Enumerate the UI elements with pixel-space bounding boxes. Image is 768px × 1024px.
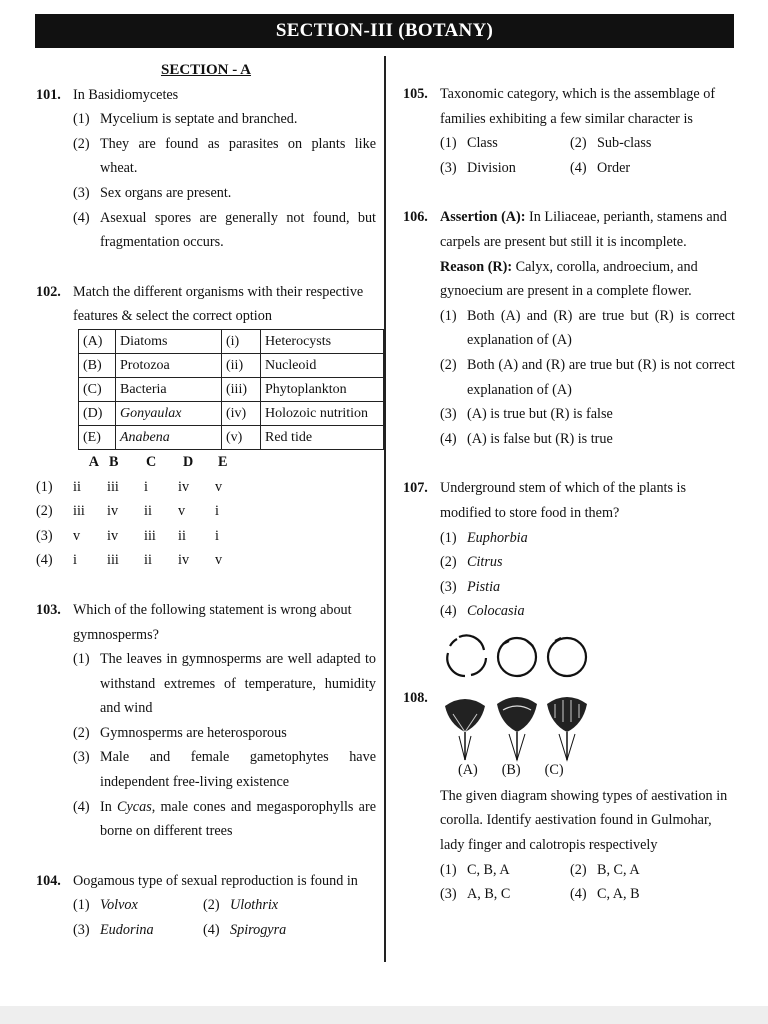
option-text: Colocasia (467, 603, 525, 620)
option-number: (3) (73, 922, 90, 939)
option (203, 893, 333, 918)
table-row (79, 377, 384, 401)
option-number: (4) (203, 922, 220, 939)
answer-value: iii (107, 552, 119, 569)
aestivation-circle-b (498, 638, 536, 676)
question-number: 105. (403, 86, 428, 102)
option-number: (4) (570, 886, 587, 903)
aestivation-petal-a (445, 699, 485, 760)
answer-value: iii (107, 478, 119, 495)
answer-column-label: C (146, 453, 157, 470)
option-text: Order (597, 159, 631, 176)
answer-value: i (215, 527, 219, 544)
option (36, 181, 376, 206)
question-text: The given diagram showing types of aestivation in corolla. Identify aestivation found in Gulmohar, lady finger and calotropis respectively (440, 787, 728, 854)
table-cell: (v) (222, 425, 261, 449)
option (36, 795, 376, 844)
answer-value: i (215, 503, 219, 520)
table-cell: Diatoms (116, 329, 222, 353)
left-column (36, 58, 376, 943)
option-number: (3) (440, 886, 457, 903)
answer-value: i (144, 478, 148, 495)
option-number: (2) (570, 861, 587, 878)
answer-column-label: D (183, 453, 194, 470)
option (403, 526, 735, 551)
table-row (79, 401, 384, 425)
question-number: 103. (36, 601, 61, 618)
option-text-part: In (100, 798, 118, 815)
table-cell: (D) (79, 401, 116, 425)
answer-value: v (215, 552, 223, 569)
option-number: (4) (73, 798, 90, 815)
option-number: (1) (73, 897, 90, 914)
option-text: C, B, A (467, 861, 510, 878)
option-text: Sub-class (597, 135, 652, 152)
option-number: (1) (440, 529, 457, 546)
answer-value: i (73, 552, 77, 569)
question-text: Underground stem of which of the plants is modified to store food in them? (440, 480, 687, 521)
section-header: SECTION-III (BOTANY) (35, 14, 734, 48)
reason (440, 255, 735, 304)
table-cell: Red tide (261, 425, 384, 449)
option-text: Volvox (100, 897, 138, 914)
option-text: Eudorina (100, 922, 154, 939)
table-cell: Gonyaulax (116, 401, 222, 425)
question-104 (36, 869, 376, 943)
table-cell: (E) (79, 425, 116, 449)
assertion-text: In Liliaceae, perianth, stamens and carpels are present but still it is incomplete. (440, 209, 727, 250)
option-number: (2) (73, 724, 90, 741)
option-number: (2) (570, 135, 587, 152)
table-cell: Bacteria (116, 377, 222, 401)
table-cell: (ii) (222, 353, 261, 377)
option-number: (3) (440, 406, 457, 423)
option-text: Mycelium is septate and branched. (100, 111, 298, 128)
answer-value: iii (73, 503, 85, 520)
option-text: The leaves in gymnosperms are well adapted to withstand extremes of temperature, humidity and wind (100, 651, 376, 717)
diagram-label-b: (B) (501, 761, 521, 778)
option-text: Citrus (467, 554, 503, 571)
question-102 (36, 280, 376, 573)
option-text: A, B, C (467, 886, 511, 903)
option (403, 575, 735, 600)
question-text (440, 205, 735, 254)
option-text: B, C, A (597, 861, 640, 878)
question-108 (403, 624, 735, 907)
table-cell: Protozoa (116, 353, 222, 377)
option (440, 156, 570, 181)
option-text: Pistia (467, 578, 501, 595)
diagram-label-c: (C) (544, 761, 564, 778)
option-text (100, 795, 376, 844)
option (570, 156, 700, 181)
option (403, 599, 735, 624)
option-number: (4) (73, 209, 90, 226)
option-text: Class (467, 135, 498, 152)
question-number: 102. (36, 283, 61, 300)
aestivation-petal-b (497, 697, 537, 760)
answer-column-label: E (218, 453, 228, 470)
table-row (79, 329, 384, 353)
option (403, 304, 735, 353)
option-number: (4) (570, 159, 587, 176)
option (440, 858, 570, 883)
answer-header (36, 450, 376, 475)
question-number: 104. (36, 872, 61, 889)
answer-column-label: B (109, 453, 119, 470)
option-number: (2) (440, 554, 457, 571)
answer-value: iv (107, 503, 119, 520)
option (570, 882, 700, 907)
option-number: (3) (73, 184, 90, 201)
answer-value: iv (178, 552, 190, 569)
option-number: (1) (36, 478, 53, 495)
answer-value: v (215, 478, 223, 495)
option (36, 107, 376, 132)
option-text: Male and female gametophytes have independent free-living existence (100, 749, 376, 791)
option-text: Sex organs are present. (100, 184, 232, 201)
question-number: 108. (403, 689, 428, 706)
option-text: Ulothrix (230, 897, 279, 914)
option (36, 721, 376, 746)
question-number: 101. (36, 86, 61, 103)
option-number: (4) (440, 430, 457, 447)
answer-option (36, 524, 376, 549)
option-text: (A) is true but (R) is false (467, 406, 613, 423)
question-number: 107. (403, 480, 428, 497)
reason-text: Calyx, corolla, androecium, and gynoecium are present in a complete flower. (440, 258, 698, 300)
question-text: Which of the following statement is wrong about gymnosperms? (73, 601, 352, 643)
option (73, 918, 203, 943)
answer-value: v (178, 503, 186, 520)
question-107 (403, 476, 735, 624)
option-number: (1) (440, 307, 457, 324)
answer-value: ii (144, 503, 152, 520)
option (36, 206, 376, 255)
option (570, 858, 700, 883)
option-text: Spirogyra (230, 922, 287, 939)
table-cell: (iii) (222, 377, 261, 401)
aestivation-circle-a (447, 635, 486, 676)
table-cell: Phytoplankton (261, 377, 384, 401)
answer-value: v (73, 527, 81, 544)
question-text: In Basidiomycetes (73, 86, 179, 103)
question-103 (36, 598, 376, 844)
option-text-part: , male cones and megasporophylls are borne on different trees (100, 798, 376, 840)
option-number: (4) (36, 552, 53, 569)
option-number: (3) (440, 578, 457, 595)
option (403, 427, 735, 452)
option-text: Euphorbia (467, 529, 528, 546)
question-text: Oogamous type of sexual reproduction is found in (73, 872, 358, 889)
option-number: (2) (203, 897, 220, 914)
option-number: (2) (440, 356, 457, 373)
table-cell: Anabena (116, 425, 222, 449)
reason-label: Reason (R): (440, 258, 513, 275)
option-number: (1) (440, 135, 457, 152)
option-text: Gymnosperms are heterosporous (100, 724, 287, 741)
answer-option (36, 475, 376, 500)
question-106 (403, 205, 735, 451)
section-title: SECTION - A (160, 62, 252, 78)
answer-column-label: A (88, 453, 99, 470)
answer-option (36, 548, 376, 573)
question-105 (403, 82, 735, 180)
table-cell: Heterocysts (261, 329, 384, 353)
option-number: (3) (36, 527, 53, 544)
option-number: (1) (73, 651, 90, 668)
table-row (79, 353, 384, 377)
option (403, 353, 735, 402)
option-text: Both (A) and (R) are true but (R) is correct explanation of (A) (467, 307, 735, 349)
option-text-italic: Cycas (117, 798, 152, 815)
table-row (79, 425, 384, 449)
option (203, 918, 333, 943)
column-divider (384, 56, 386, 962)
option-number: (4) (440, 603, 457, 620)
option-text: Asexual spores are generally not found, but fragmentation occurs. (100, 209, 376, 251)
answer-value: ii (144, 552, 152, 569)
match-table (78, 329, 384, 450)
option-text: (A) is false but (R) is true (467, 430, 613, 447)
answer-value: ii (73, 478, 81, 495)
answer-value: iv (178, 478, 190, 495)
table-cell: (i) (222, 329, 261, 353)
answer-value: ii (178, 527, 186, 544)
option (36, 647, 376, 721)
table-cell: Nucleoid (261, 353, 384, 377)
option (36, 132, 376, 181)
question-101 (36, 83, 376, 255)
option-number: (1) (440, 861, 457, 878)
option-text: Both (A) and (R) are true but (R) is not correct explanation of (A) (467, 356, 735, 398)
aestivation-diagram (403, 624, 735, 784)
option-number: (2) (36, 503, 53, 520)
aestivation-circle-c (548, 638, 586, 676)
option-number: (2) (73, 135, 90, 152)
table-cell: (iv) (222, 401, 261, 425)
question-number: 106. (403, 209, 428, 226)
question-text: Match the different organisms with their respective features & select the correct option (73, 283, 364, 325)
option-text: C, A, B (597, 886, 640, 903)
table-cell: (A) (79, 329, 116, 353)
option (403, 550, 735, 575)
option-text: Division (467, 159, 516, 176)
option (36, 745, 376, 794)
answer-value: iii (144, 527, 156, 544)
question-text: Taxonomic category, which is the assemblage of families exhibiting a few similar character is (440, 86, 716, 127)
diagram-label-a: (A) (458, 761, 478, 778)
aestivation-petal-c (547, 697, 587, 760)
option-text: They are found as parasites on plants like wheat. (100, 135, 376, 177)
option (73, 893, 203, 918)
option (440, 882, 570, 907)
right-column (403, 82, 735, 907)
table-cell: Holozoic nutrition (261, 401, 384, 425)
answer-option (36, 499, 376, 524)
assertion-label: Assertion (A): (440, 209, 526, 226)
answer-value: iv (107, 527, 119, 544)
option-number: (3) (440, 159, 457, 176)
option (403, 402, 735, 427)
table-cell: (C) (79, 377, 116, 401)
option-number: (1) (73, 111, 90, 128)
option (570, 131, 700, 156)
bottom-bar (0, 1006, 768, 1024)
option (440, 131, 570, 156)
table-cell: (B) (79, 353, 116, 377)
option-number: (3) (73, 749, 90, 766)
